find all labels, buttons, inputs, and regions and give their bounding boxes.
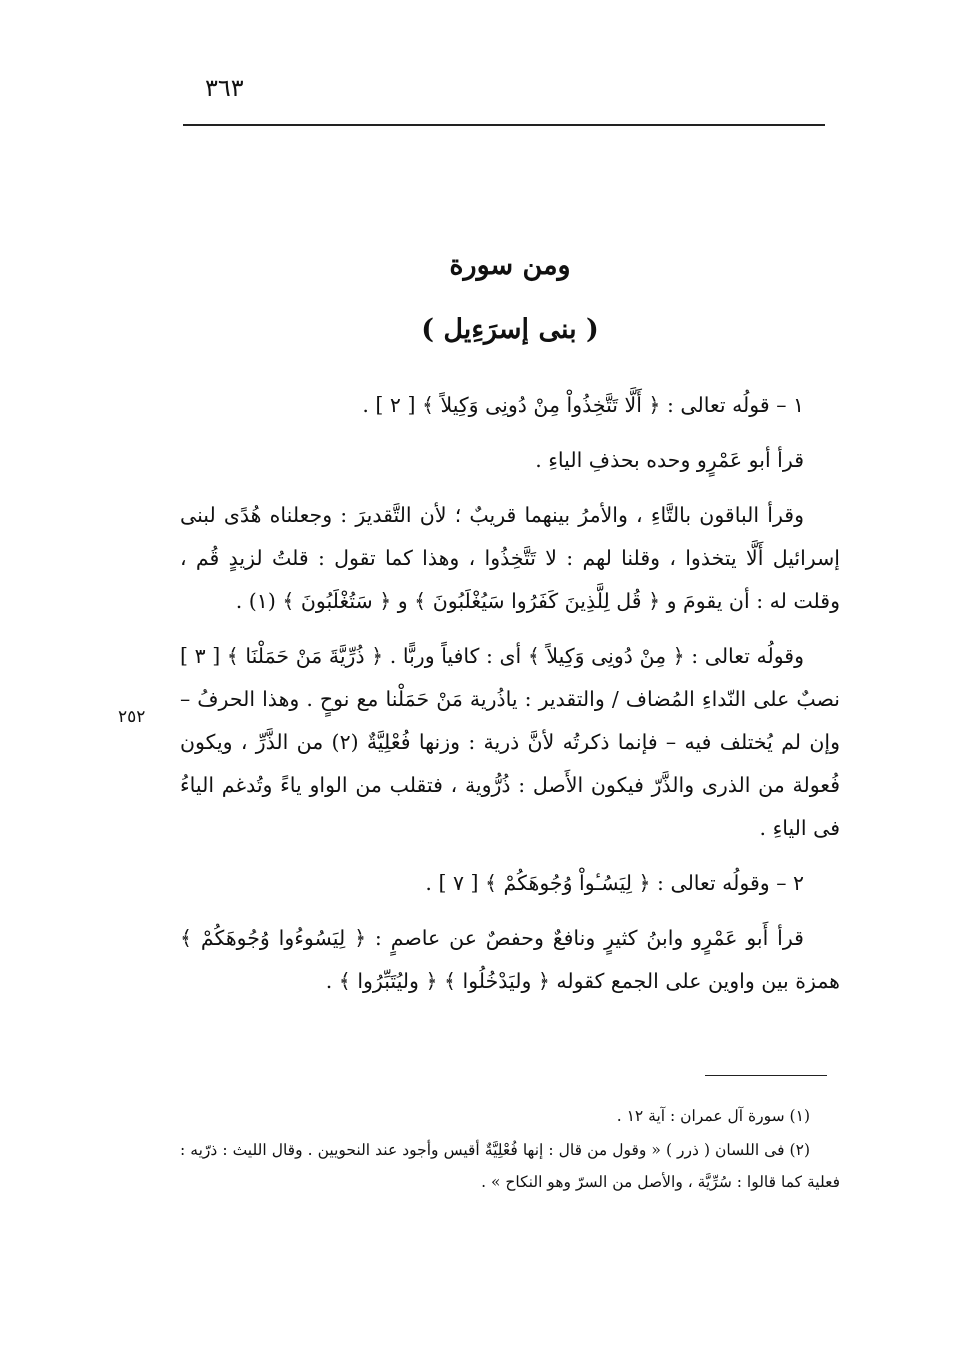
margin-page-reference: ٢٥٢ [118, 707, 146, 727]
paragraph-6: قرأ أَبو عَمْرٍو وابنُ كثيرٍ ونافعٌ وحفصٌ عن عاصمٍ : ﴿ لِيَسُوءُوا وُجُوهَكُمْ ﴾ همزة بين واوين على الجمع كقوله ﴿ وليَدْخُلُوا ﴾ ﴿ وليُتَبِّرُوا ﴾ . [180, 926, 840, 993]
surah-subtitle: ( بنى إسرَءِيل ) [421, 314, 599, 345]
footnotes [180, 1100, 840, 1200]
paragraph-4: وقولُه تعالى : ﴿ مِنْ دُونِى وَكِيلاً ﴾ أى : كافياً وربًّا . ﴿ ذُرِّيَّةَ مَنْ حَمَلْنَا ﴾ [ ٣ ] نصبٌ على النّداءِ المُضاف / والتقدير : ياذُرية مَنْ حَمَلْنا مع نوحٍ . وهذا الحرفُ – وإن لم يُختلف فيه – فإنما ذكرتُه لأنَّ ذرية : وزنها فُعْلِيَّةٌ (٢) من الذَّرِّ ، ويكون فُعولة من الذرى والذَّرّ فيكون الأَصل : ذُرُّوية ، فتقلب من الواو ياءً وتُدغم الياءُ فى الياءِ . [180, 644, 840, 840]
surah-title: ومن سورة [449, 250, 571, 281]
main-text [180, 240, 840, 1015]
paragraph-5: ٢ – وقولُه تعالى : ﴿ لِيَسُـٔواْ وُجُوهَكُمْ ﴾ [ ٧ ] . [425, 871, 804, 895]
header-rule [183, 124, 825, 126]
footnote-rule [705, 1075, 827, 1076]
paragraph-2: قرأ أبو عَمْرٍو وحده بحذفِ الياءِ . [535, 448, 804, 472]
footnote-1: (١) سورة آل عمران : آية ١٢ . [616, 1107, 810, 1125]
paragraph-1: ١ – قولُه تعالى : ﴿ أَلَّا تَتَّخِذُواْ مِنْ دُونِى وَكِيلاً ﴾ [ ٢ ] . [362, 393, 804, 417]
paragraph-3: وقرأ الباقون بالتَّاءِ ، والأمرُ بينهما قريبٌ ؛ لأن التَّقديرَ : وجعلناه هُدًى لبنى إسرائيل أَلَّا يتخذوا ، وقلنا لهم : لا تَتَّخِذُوا ، وهذا كما تقول : قلتُ لزيدٍ قُم ، وقلت له : أن يقومَ و ﴿ قُل لِلَّذِينَ كَفَرُوا سَيُغْلَبُونَ ﴾ و ﴿ سَتُغْلَبُونَ ﴾ (١) . [180, 503, 840, 613]
page-number: ٣٦٣ [205, 74, 244, 102]
footnote-2: (٢) فى اللسان ( ذرر ) « وقول من قال : إنها فُعْلِيَّةٌ أقيس وأجود عند النحويين . وقال الليث : ذرّيه : فعلية كما قالوا : سُرِّيَّة ، والأصل من السرّ وهو النكاح » . [180, 1141, 840, 1191]
